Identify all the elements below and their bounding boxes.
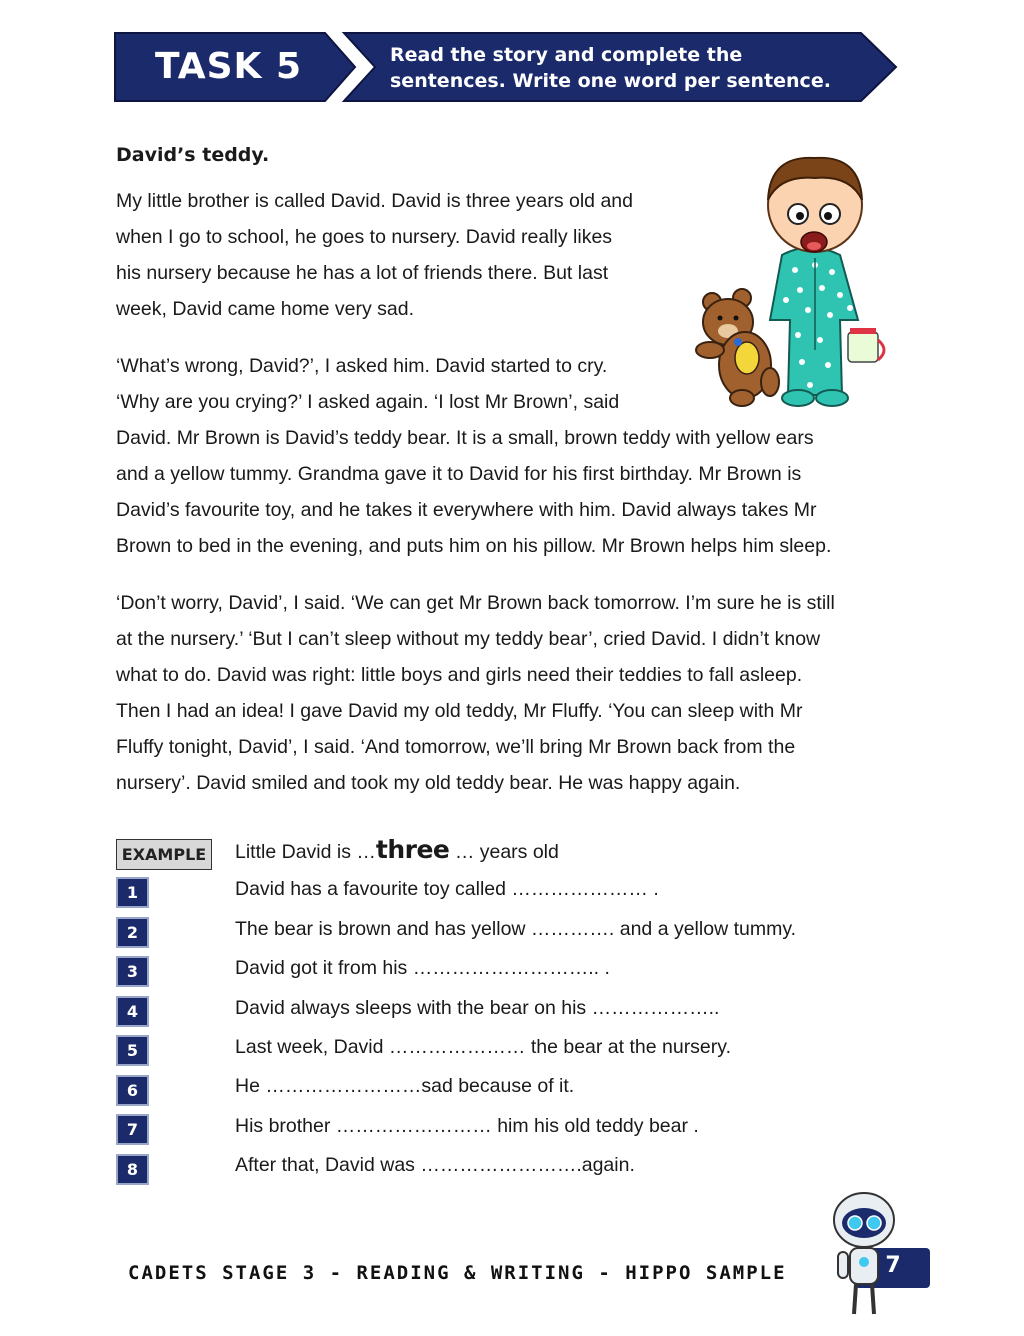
story-line: week, David came home very sad. (116, 298, 415, 320)
story-line: Brown to bed in the evening, and puts him on his pillow. Mr Brown helps him sleep. (116, 535, 832, 557)
question-number-badge: 4 (116, 996, 149, 1027)
question-number-badge: 2 (116, 917, 149, 948)
question-text: The bear is brown and has yellow …………. and a yellow tummy. (235, 918, 797, 940)
page-number: 7 (885, 1253, 901, 1278)
question-number-badge: 1 (116, 877, 149, 908)
story-line: at the nursery.’ ‘But I can’t sleep without my teddy bear’, cried David. I didn’t know (116, 628, 821, 650)
teddy-bear-icon (696, 289, 779, 406)
instruction-line-2: sentences. Write one word per sentence. (390, 70, 831, 92)
question-number-badge: 5 (116, 1035, 149, 1066)
story-line: what to do. David was right: little boys and girls need their teddies to fall asleep. (116, 664, 803, 686)
robot-mascot-icon (828, 1190, 900, 1320)
story-line: My little brother is called David. David is three years old and (116, 190, 633, 212)
example-badge: EXAMPLE (116, 839, 212, 870)
question-number-badge: 3 (116, 956, 149, 987)
question-number-badge: 7 (116, 1114, 149, 1145)
story-line: Fluffy tonight, David’, I said. ‘And tomorrow, we’ll bring Mr Brown back from the (116, 736, 796, 758)
example-after: … years old (454, 841, 559, 863)
story-line: and a yellow tummy. Grandma gave it to David for his first birthday. Mr Brown is (116, 463, 802, 485)
story-line: David. Mr Brown is David’s teddy bear. It is a small, brown teddy with yellow ears (116, 427, 814, 449)
question-text: He ……………………sad because of it. (235, 1075, 575, 1097)
story-line: when I go to school, he goes to nursery. David really likes (116, 226, 613, 248)
story-line: ‘Why are you crying?’ I asked again. ‘I lost Mr Brown’, said (116, 391, 620, 413)
story-line: David’s favourite toy, and he takes it everywhere with him. David always takes Mr (116, 499, 817, 521)
task-instructions (390, 42, 860, 94)
boy-with-teddy-illustration (690, 150, 905, 410)
example-before: Little David is … (235, 841, 376, 863)
instruction-line-1: Read the story and complete the (390, 44, 743, 66)
story-title: David’s teddy. (116, 144, 270, 166)
question-text: His brother …………………… him his old teddy bear . (235, 1115, 699, 1137)
sippy-cup-icon (848, 328, 884, 362)
example-answer: three (375, 835, 450, 864)
question-text: David has a favourite toy called ………………… . (235, 878, 659, 900)
footer-text: CADETS STAGE 3 - READING & WRITING - HIPPO SAMPLE (128, 1262, 787, 1284)
question-text: David always sleeps with the bear on his ……………….. (235, 997, 720, 1019)
story-line: ‘Don’t worry, David’, I said. ‘We can get Mr Brown back tomorrow. I’m sure he is still (116, 592, 835, 614)
question-number-badge: 6 (116, 1075, 149, 1106)
question-text: Last week, David ………………… the bear at the nursery. (235, 1036, 731, 1058)
task-label: TASK 5 (155, 46, 303, 87)
example-sentence (235, 835, 559, 864)
question-number-badge: 8 (116, 1154, 149, 1185)
story-line: his nursery because he has a lot of friends there. But last (116, 262, 609, 284)
boy-icon (768, 158, 862, 406)
story-line: nursery’. David smiled and took my old teddy bear. He was happy again. (116, 772, 741, 794)
story-line: Then I had an idea! I gave David my old teddy, Mr Fluffy. ‘You can sleep with Mr (116, 700, 803, 722)
story-line: ‘What’s wrong, David?’, I asked him. David started to cry. (116, 355, 608, 377)
question-text: After that, David was …………………….again. (235, 1154, 635, 1176)
question-text: David got it from his ……………………….. . (235, 957, 610, 979)
